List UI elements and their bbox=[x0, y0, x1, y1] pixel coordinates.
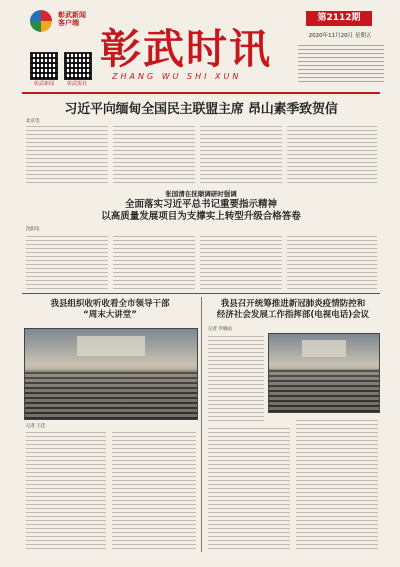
bottom-left-body-text bbox=[26, 431, 106, 549]
lead-body-text bbox=[26, 125, 108, 183]
masthead-rule bbox=[22, 92, 380, 94]
feature-headline-line: 全面落实习近平总书记重要指示精神 bbox=[124, 199, 277, 210]
paper-pinyin: ZHANG WU SHI XUN bbox=[112, 72, 242, 81]
lead-body-text bbox=[113, 125, 195, 183]
qr-caption: 彰武报社 bbox=[67, 81, 88, 87]
issue-date: 2020年11月20日 星期五 bbox=[308, 33, 372, 39]
lead-body-text bbox=[287, 125, 377, 183]
feature-body-text bbox=[26, 233, 108, 289]
bottom-right-body-text bbox=[208, 333, 264, 421]
feature-body-text bbox=[200, 233, 282, 289]
lead-byline: 北京电 bbox=[26, 119, 40, 124]
paper-name: 彰武时讯 bbox=[100, 25, 272, 73]
qr-code-icon bbox=[64, 52, 92, 80]
meeting-photo bbox=[24, 328, 198, 420]
conference-photo bbox=[268, 333, 380, 413]
bottom-left-body-text bbox=[112, 431, 196, 549]
news-app-logo-icon bbox=[30, 10, 52, 32]
feature-headline-line: 以高质量发展项目为支撑实上转型升级合格答卷 bbox=[101, 211, 301, 222]
feature-headline bbox=[22, 199, 380, 223]
masthead-info-text bbox=[298, 42, 384, 82]
feature-body-text bbox=[287, 233, 377, 289]
bottom-right-byline: 记者 罗晓雨 bbox=[208, 327, 232, 332]
issue-number: 第2112期 bbox=[306, 11, 372, 26]
feature-byline: 沈阳电 bbox=[26, 227, 40, 232]
bottom-right-headline bbox=[205, 299, 381, 321]
lead-headline: 习近平向缅甸全国民主联盟主席 昂山素季致贺信 bbox=[64, 102, 338, 117]
feature-body-text bbox=[113, 233, 195, 289]
qr-caption: 彰武新闻 bbox=[34, 81, 55, 87]
section-divider bbox=[22, 293, 380, 294]
bottom-right-headline-line: 我县召开统筹推进新冠肺炎疫情防控和 bbox=[220, 299, 366, 309]
bottom-right-body-text bbox=[208, 425, 290, 549]
app-title: 彰武新闻 客户端 bbox=[58, 11, 86, 28]
qr-code-icon bbox=[30, 52, 58, 80]
feature-pretitle: 张国清在抚顺调研时强调 bbox=[165, 190, 237, 198]
lead-body-text bbox=[200, 125, 282, 183]
bottom-left-byline: 记者 王佳 bbox=[26, 424, 46, 429]
bottom-left-headline-line: 我县组织收听收看全市领导干部 bbox=[50, 299, 170, 309]
column-divider bbox=[201, 297, 202, 552]
bottom-right-body-text bbox=[296, 418, 378, 549]
bottom-right-headline-line: 经济社会发展工作指挥部(电视电话)会议 bbox=[216, 310, 370, 320]
bottom-left-headline bbox=[22, 299, 198, 321]
bottom-left-headline-line: “周末大讲堂” bbox=[83, 310, 137, 320]
